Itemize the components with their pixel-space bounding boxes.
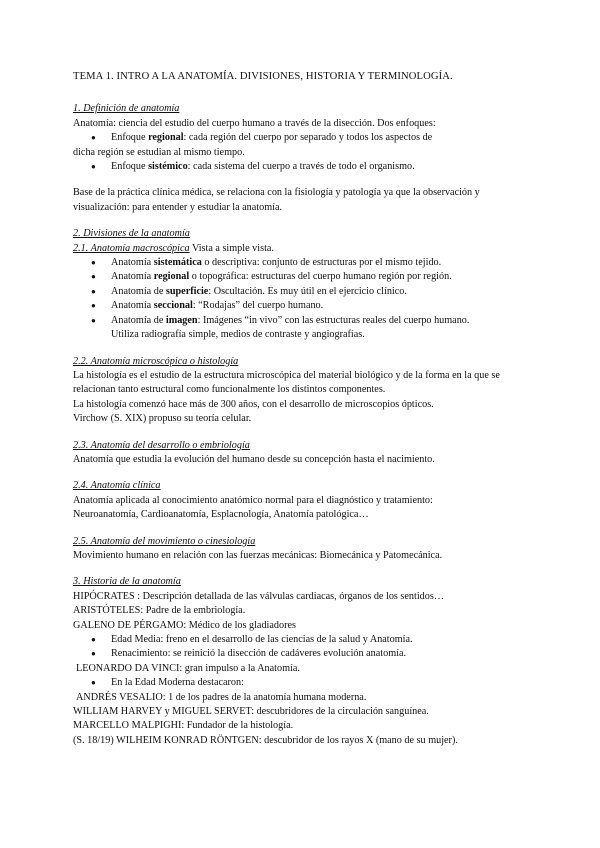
list-item: ● En la Edad Moderna destacaron: [101, 676, 528, 690]
text-span: Enfoque [111, 161, 149, 173]
paragraph: ANDRÉS VESALIO: 1 de los padres de la anatomía humana moderna. [76, 691, 367, 703]
text-span: : Oscultación. Es muy útil en el ejercicio clínico. [208, 285, 407, 297]
text-span: Anatomía [111, 271, 154, 283]
document-title: TEMA 1. INTRO A LA ANATOMÍA. DIVISIONES, HISTORIA Y TERMINOLOGÍA. [73, 71, 453, 82]
subsection-cinesiologia [73, 535, 528, 564]
bold-term: sistemática [153, 257, 202, 269]
subsection-histologia [73, 355, 528, 427]
paragraph: Movimiento humano en relación con las fuerzas mecánicas: Biomecánica y Patomecánica. [73, 549, 443, 561]
text-span: : Imágenes “in vivo” con las estructuras reales del cuerpo humano. [197, 314, 470, 326]
bullet-list [73, 160, 528, 174]
document-page [73, 70, 528, 748]
paragraph: Anatomía: ciencia del estudio del cuerpo humano a través de la disección. Dos enfoques: [73, 117, 436, 129]
subsection-embriologia [73, 439, 528, 468]
list-item [101, 256, 528, 270]
paragraph: Anatomía aplicada al conocimiento anatómico normal para el diagnóstico y tratamiento: [73, 494, 433, 506]
paragraph: Virchow (S. XIX) propuso su teoría celular. [73, 413, 252, 425]
paragraph: Neuroanatomía, Cardioanatomía, Esplacnología, Anatomía patológica… [73, 509, 369, 521]
section-heading: 2. Divisiones de la anatomía [73, 228, 190, 240]
paragraph: LEONARDO DA VINCI: gran impulso a la Anatomía. [76, 662, 300, 674]
bold-term: seccional [153, 300, 193, 312]
section-heading: 3. Historia de la anatomía [73, 576, 181, 588]
paragraph: MARCELLO MALPIGHI: Fundador de la histología. [73, 720, 294, 732]
paragraph: Base de la práctica clínica médica, se relaciona con la fisiología y patología ya que la observación y visualización: para entender y estudiar la anatomía. [73, 187, 480, 213]
subsection-heading: 2.1. Anatomía macroscópica [73, 242, 190, 254]
text-span: Enfoque [111, 132, 149, 144]
paragraph: ARISTÓTELES: Padre de la embriología. [73, 605, 246, 617]
list-item: ● Renacimiento: se reinició la disección de cadáveres evolución anatomía. [101, 647, 528, 661]
text-span: : cada región del cuerpo por separado y todos los aspectos de [183, 132, 433, 144]
subsection-clinica [73, 479, 528, 522]
text-span: : cada sistema del cuerpo a través de todo el organismo. [187, 161, 415, 173]
paragraph: GALENO DE PÉRGAMO: Médico de los gladiadores [73, 619, 296, 631]
text-span: Anatomía de [111, 314, 166, 326]
bold-term: sistémico [148, 161, 188, 173]
bullet-list [73, 676, 528, 690]
subsection-heading: 2.3. Anatomía del desarrollo o embriología [73, 439, 250, 451]
paragraph: (S. 18/19) WILHEIM KONRAD RÖNTGEN: descubridor de los rayos X (mano de su mujer). [73, 734, 458, 746]
text-span: Anatomía [111, 257, 154, 269]
list-item: ● Edad Media: freno en el desarrollo de las ciencias de la salud y Anatomía. [101, 633, 528, 647]
subsection-heading: 2.5. Anatomía del movimiento o cinesiología [73, 535, 256, 547]
text-span: o descriptiva: conjunto de estructuras por el mismo tejido. [201, 257, 442, 269]
list-item [101, 285, 528, 299]
subsection-heading: 2.2. Anatomía microscópica o histología [73, 355, 239, 367]
subsection-heading: 2.4. Anatomía clínica [73, 480, 161, 492]
text-span: Anatomía de [111, 285, 166, 297]
section-historia [73, 575, 528, 748]
text-span: o topográfica: estructuras del cuerpo humano región por región. [189, 271, 452, 283]
bullet-list [73, 633, 528, 662]
text-span: : “Rodajas” del cuerpo humano. [192, 300, 324, 312]
text-span: Vista a simple vista. [189, 242, 274, 254]
section-heading: 1. Definición de anatomía [73, 103, 180, 115]
paragraph-block [73, 186, 528, 215]
list-item [101, 299, 528, 313]
paragraph: WILLIAM HARVEY y MIGUEL SERVET: descubridores de la circulación sanguínea. [73, 706, 429, 718]
bold-term: regional [148, 132, 184, 144]
paragraph: Anatomía que estudia la evolución del humano desde su concepción hasta el nacimiento. [73, 453, 435, 465]
bold-term: regional [153, 271, 190, 283]
bullet-list [73, 131, 528, 145]
bullet-list [73, 256, 528, 342]
list-item [101, 270, 528, 284]
text-span: Utiliza radiografía simple, medios de contraste y angiografías. [111, 329, 365, 341]
text-span: Anatomía [111, 300, 154, 312]
bold-term: imagen [165, 314, 198, 326]
bold-term: superficie [165, 285, 209, 297]
section-definicion [73, 102, 528, 174]
paragraph: dicha región se estudian al mismo tiempo. [73, 146, 245, 158]
list-item [101, 160, 528, 174]
list-item [101, 131, 528, 145]
section-divisiones [73, 227, 528, 342]
paragraph: La histología comenzó hace más de 300 años, con el desarrollo de microscopios ópticos. [73, 398, 434, 410]
subsection-line [73, 242, 528, 256]
paragraph: La histología es el estudio de la estructura microscópica del material biológico y de la forma en la que se relacionan tanto estructural como funcionalmente los distintos componentes. [73, 369, 500, 396]
list-item [101, 314, 528, 343]
paragraph: HIPÓCRATES : Descripción detallada de las válvulas cardiacas, órganos de los sentidos… [73, 590, 445, 602]
